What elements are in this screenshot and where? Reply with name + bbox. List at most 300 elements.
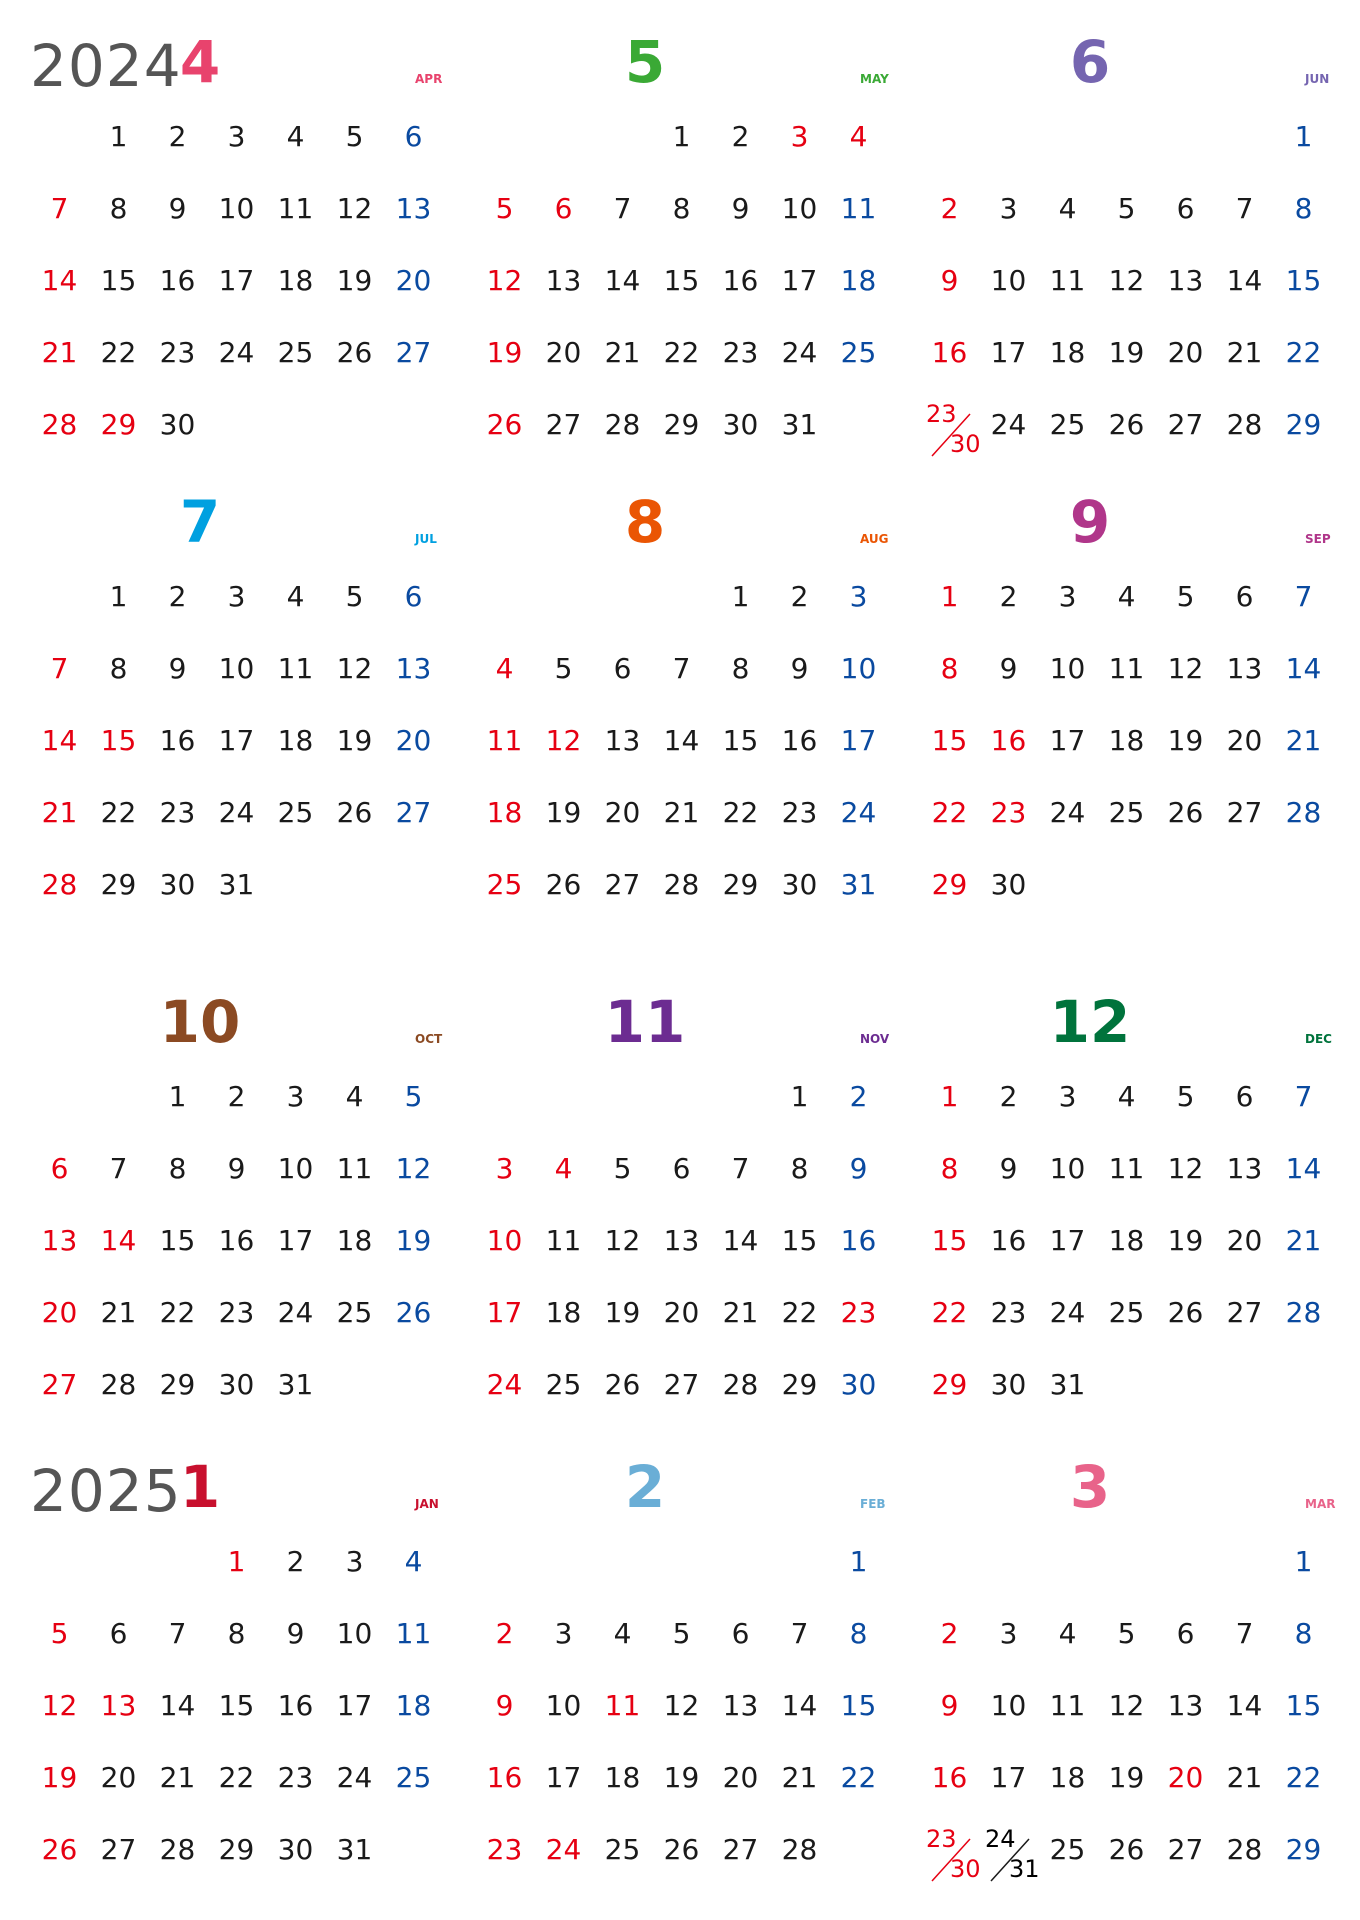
day-cell: 30 [781, 868, 818, 901]
day-cell: 2 [940, 1617, 959, 1650]
day-cell: 15 [218, 1689, 255, 1722]
day-cell: 28 [663, 868, 700, 901]
day-cell: 10 [990, 1689, 1027, 1722]
day-cell: 29 [100, 408, 137, 441]
day-cell: 25 [277, 796, 314, 829]
day-cell: 14 [41, 264, 78, 297]
day-cell: 9 [849, 1152, 868, 1185]
day-cell: 28 [604, 408, 641, 441]
combined-day-cell: 23 30 [920, 1833, 979, 1893]
day-cell: 21 [1285, 724, 1322, 757]
day-cell: 3 [554, 1617, 573, 1650]
month-abbreviation: NOV [860, 1032, 890, 1046]
day-cell: 20 [722, 1761, 759, 1794]
day-cell: 12 [395, 1152, 432, 1185]
day-cell: 1 [168, 1080, 187, 1113]
day-cell: 3 [999, 192, 1018, 225]
day-cell: 16 [931, 1761, 968, 1794]
day-cell: 3 [286, 1080, 305, 1113]
day-cell: 15 [100, 724, 137, 757]
day-cell: 17 [277, 1224, 314, 1257]
day-cell: 12 [1167, 652, 1204, 685]
day-cell: 3 [495, 1152, 514, 1185]
day-cell: 26 [604, 1368, 641, 1401]
day-cell: 28 [781, 1833, 818, 1866]
day-cell: 7 [672, 652, 691, 685]
day-cell: 19 [395, 1224, 432, 1257]
day-cell: 28 [41, 868, 78, 901]
day-cell: 6 [1235, 580, 1254, 613]
day-cell: 13 [395, 192, 432, 225]
day-cell: 25 [1108, 1296, 1145, 1329]
day-cell: 19 [486, 336, 523, 369]
month-abbreviation: JUL [415, 532, 437, 546]
day-cell: 7 [168, 1617, 187, 1650]
day-cell: 24 [218, 796, 255, 829]
month-number: 4 [179, 28, 221, 96]
day-cell: 8 [1294, 1617, 1313, 1650]
day-cell: 30 [990, 1368, 1027, 1401]
day-cell: 22 [100, 336, 137, 369]
day-cell: 12 [486, 264, 523, 297]
day-cell: 28 [159, 1833, 196, 1866]
day-cell: 4 [286, 580, 305, 613]
day-cell: 3 [1058, 580, 1077, 613]
day-cell: 11 [336, 1152, 373, 1185]
day-cell: 6 [1176, 1617, 1195, 1650]
day-cell: 25 [486, 868, 523, 901]
day-cell: 8 [731, 652, 750, 685]
day-cell: 20 [1226, 724, 1263, 757]
day-cell: 3 [227, 580, 246, 613]
day-cell: 19 [663, 1761, 700, 1794]
day-cell: 4 [1058, 1617, 1077, 1650]
day-cell: 17 [336, 1689, 373, 1722]
day-cell: 11 [604, 1689, 641, 1722]
day-cell: 25 [395, 1761, 432, 1794]
day-cell: 30 [159, 868, 196, 901]
day-cell: 26 [1108, 408, 1145, 441]
day-cell: 9 [495, 1689, 514, 1722]
day-cell: 5 [50, 1617, 69, 1650]
day-cell: 26 [1167, 1296, 1204, 1329]
day-cell: 18 [1049, 1761, 1086, 1794]
day-cell: 2 [168, 120, 187, 153]
day-cell: 9 [168, 652, 187, 685]
month-abbreviation: FEB [860, 1497, 886, 1511]
day-cell: 4 [849, 120, 868, 153]
day-cell: 13 [545, 264, 582, 297]
day-cell: 15 [1285, 1689, 1322, 1722]
day-cell: 22 [663, 336, 700, 369]
day-cell: 26 [395, 1296, 432, 1329]
day-cell: 23 [840, 1296, 877, 1329]
day-cell: 3 [999, 1617, 1018, 1650]
day-cell: 10 [336, 1617, 373, 1650]
day-cell: 27 [395, 796, 432, 829]
day-cell: 2 [286, 1545, 305, 1578]
day-cell: 12 [1108, 264, 1145, 297]
day-cell: 12 [1167, 1152, 1204, 1185]
day-cell: 28 [100, 1368, 137, 1401]
day-cell: 25 [840, 336, 877, 369]
day-cell: 15 [100, 264, 137, 297]
day-cell: 14 [722, 1224, 759, 1257]
day-cell: 2 [849, 1080, 868, 1113]
day-cell: 15 [931, 724, 968, 757]
day-cell: 11 [486, 724, 523, 757]
day-cell: 14 [1226, 264, 1263, 297]
day-cell: 18 [277, 264, 314, 297]
day-cell: 16 [781, 724, 818, 757]
day-cell: 29 [931, 1368, 968, 1401]
day-cell: 23 [990, 796, 1027, 829]
day-cell: 21 [159, 1761, 196, 1794]
day-cell: 16 [990, 1224, 1027, 1257]
day-cell: 14 [781, 1689, 818, 1722]
day-cell: 17 [486, 1296, 523, 1329]
day-cell: 8 [109, 192, 128, 225]
day-cell: 1 [731, 580, 750, 613]
day-cell: 21 [1226, 336, 1263, 369]
day-cell: 29 [1285, 408, 1322, 441]
day-cell: 14 [663, 724, 700, 757]
month-number: 11 [604, 988, 686, 1056]
day-cell: 3 [227, 120, 246, 153]
day-cell: 10 [218, 192, 255, 225]
day-cell: 20 [41, 1296, 78, 1329]
day-cell: 8 [227, 1617, 246, 1650]
day-cell: 20 [395, 724, 432, 757]
day-cell: 26 [663, 1833, 700, 1866]
day-cell: 1 [790, 1080, 809, 1113]
day-cell: 28 [41, 408, 78, 441]
year-label: 2025 [30, 1457, 182, 1525]
day-cell: 12 [545, 724, 582, 757]
day-cell: 4 [495, 652, 514, 685]
day-cell: 15 [159, 1224, 196, 1257]
day-cell: 9 [940, 1689, 959, 1722]
day-cell: 21 [604, 336, 641, 369]
day-cell: 22 [1285, 1761, 1322, 1794]
day-cell: 11 [1049, 264, 1086, 297]
day-cell: 25 [545, 1368, 582, 1401]
day-cell: 23 [990, 1296, 1027, 1329]
day-cell: 19 [1167, 724, 1204, 757]
month-number: 12 [1049, 988, 1131, 1056]
day-cell: 6 [404, 120, 423, 153]
day-cell: 18 [336, 1224, 373, 1257]
day-cell: 9 [168, 192, 187, 225]
day-cell: 2 [227, 1080, 246, 1113]
day-cell: 15 [931, 1224, 968, 1257]
day-cell: 4 [345, 1080, 364, 1113]
day-cell: 13 [1226, 652, 1263, 685]
day-cell: 16 [277, 1689, 314, 1722]
day-cell: 13 [604, 724, 641, 757]
day-cell: 8 [168, 1152, 187, 1185]
day-cell: 24 [486, 1368, 523, 1401]
day-cell: 7 [1294, 1080, 1313, 1113]
day-cell: 11 [277, 652, 314, 685]
day-cell: 20 [100, 1761, 137, 1794]
day-cell: 29 [931, 868, 968, 901]
day-cell: 2 [495, 1617, 514, 1650]
day-cell: 4 [554, 1152, 573, 1185]
day-cell: 16 [159, 264, 196, 297]
day-cell: 29 [781, 1368, 818, 1401]
day-cell: 25 [1049, 408, 1086, 441]
day-cell: 28 [722, 1368, 759, 1401]
day-cell: 31 [1049, 1368, 1086, 1401]
day-cell: 4 [613, 1617, 632, 1650]
day-cell: 9 [790, 652, 809, 685]
day-cell: 2 [731, 120, 750, 153]
month-abbreviation: AUG [860, 532, 889, 546]
day-cell: 17 [840, 724, 877, 757]
day-cell: 27 [41, 1368, 78, 1401]
day-cell: 3 [849, 580, 868, 613]
day-cell: 14 [41, 724, 78, 757]
day-cell: 27 [545, 408, 582, 441]
day-cell: 12 [336, 192, 373, 225]
day-cell: 6 [554, 192, 573, 225]
day-cell: 7 [1235, 192, 1254, 225]
day-cell: 10 [781, 192, 818, 225]
day-cell: 22 [218, 1761, 255, 1794]
day-cell: 24 [218, 336, 255, 369]
day-cell: 24 [277, 1296, 314, 1329]
day-cell: 7 [109, 1152, 128, 1185]
day-cell: 17 [990, 1761, 1027, 1794]
day-cell: 10 [218, 652, 255, 685]
day-cell: 17 [1049, 1224, 1086, 1257]
day-cell: 18 [395, 1689, 432, 1722]
day-cell: 18 [604, 1761, 641, 1794]
day-cell: 7 [613, 192, 632, 225]
day-cell: 27 [604, 868, 641, 901]
day-cell: 9 [999, 652, 1018, 685]
month-abbreviation: SEP [1305, 532, 1331, 546]
day-cell: 18 [545, 1296, 582, 1329]
day-cell: 14 [604, 264, 641, 297]
day-cell: 10 [990, 264, 1027, 297]
day-cell: 10 [277, 1152, 314, 1185]
day-cell: 18 [840, 264, 877, 297]
day-cell: 15 [722, 724, 759, 757]
day-cell: 1 [109, 580, 128, 613]
day-cell: 11 [1108, 1152, 1145, 1185]
day-cell: 23 [277, 1761, 314, 1794]
month-abbreviation: MAY [860, 72, 889, 86]
day-cell: 30 [277, 1833, 314, 1866]
day-cell: 20 [395, 264, 432, 297]
day-cell: 21 [1226, 1761, 1263, 1794]
day-cell: 22 [100, 796, 137, 829]
day-cell: 14 [159, 1689, 196, 1722]
day-cell: 13 [100, 1689, 137, 1722]
month-number: 5 [624, 28, 666, 96]
day-cell: 1 [940, 1080, 959, 1113]
day-cell: 14 [1285, 1152, 1322, 1185]
day-cell: 28 [1285, 1296, 1322, 1329]
day-cell: 21 [41, 336, 78, 369]
day-cell: 31 [218, 868, 255, 901]
day-cell: 2 [999, 1080, 1018, 1113]
day-cell: 5 [345, 580, 364, 613]
day-cell: 5 [672, 1617, 691, 1650]
day-cell: 7 [1294, 580, 1313, 613]
day-cell: 24 [1049, 1296, 1086, 1329]
day-cell: 7 [1235, 1617, 1254, 1650]
day-cell: 29 [100, 868, 137, 901]
day-cell: 26 [1167, 796, 1204, 829]
day-cell: 13 [41, 1224, 78, 1257]
day-cell: 17 [218, 724, 255, 757]
day-cell: 17 [990, 336, 1027, 369]
day-cell: 12 [663, 1689, 700, 1722]
day-cell: 11 [545, 1224, 582, 1257]
day-cell: 4 [286, 120, 305, 153]
day-cell: 4 [1058, 192, 1077, 225]
day-cell: 4 [1117, 580, 1136, 613]
day-cell: 2 [790, 580, 809, 613]
day-cell: 1 [109, 120, 128, 153]
day-cell: 20 [1167, 1761, 1204, 1794]
day-cell: 27 [722, 1833, 759, 1866]
day-cell: 12 [1108, 1689, 1145, 1722]
day-cell: 29 [159, 1368, 196, 1401]
month-number: 2 [624, 1453, 666, 1521]
day-cell: 13 [395, 652, 432, 685]
day-cell: 15 [1285, 264, 1322, 297]
day-cell: 27 [100, 1833, 137, 1866]
day-cell: 15 [781, 1224, 818, 1257]
day-cell: 4 [404, 1545, 423, 1578]
day-cell: 25 [336, 1296, 373, 1329]
day-cell: 31 [781, 408, 818, 441]
day-cell: 21 [722, 1296, 759, 1329]
day-cell: 25 [1108, 796, 1145, 829]
day-cell: 24 [781, 336, 818, 369]
day-cell: 7 [50, 192, 69, 225]
day-cell: 21 [41, 796, 78, 829]
day-cell: 5 [613, 1152, 632, 1185]
day-cell: 5 [404, 1080, 423, 1113]
day-cell: 29 [1285, 1833, 1322, 1866]
month-abbreviation: OCT [415, 1032, 443, 1046]
day-cell: 19 [1108, 336, 1145, 369]
day-cell: 6 [613, 652, 632, 685]
day-cell: 26 [486, 408, 523, 441]
day-cell: 11 [277, 192, 314, 225]
day-cell: 11 [1049, 1689, 1086, 1722]
day-cell: 8 [849, 1617, 868, 1650]
day-cell: 22 [722, 796, 759, 829]
day-cell: 27 [1167, 1833, 1204, 1866]
month-number: 7 [179, 488, 221, 556]
day-cell: 8 [940, 652, 959, 685]
day-cell: 28 [1226, 408, 1263, 441]
day-cell: 16 [840, 1224, 877, 1257]
day-cell: 8 [672, 192, 691, 225]
day-cell: 16 [218, 1224, 255, 1257]
day-cell: 17 [781, 264, 818, 297]
day-cell: 27 [1226, 1296, 1263, 1329]
day-cell: 18 [1108, 724, 1145, 757]
day-cell: 1 [227, 1545, 246, 1578]
day-cell: 27 [663, 1368, 700, 1401]
day-cell: 22 [1285, 336, 1322, 369]
day-cell: 29 [663, 408, 700, 441]
day-cell: 20 [1167, 336, 1204, 369]
day-cell: 11 [840, 192, 877, 225]
day-cell: 1 [1294, 120, 1313, 153]
day-cell: 16 [486, 1761, 523, 1794]
day-cell: 18 [277, 724, 314, 757]
day-cell: 22 [840, 1761, 877, 1794]
day-cell: 14 [1285, 652, 1322, 685]
day-cell: 6 [50, 1152, 69, 1185]
day-cell: 23 [159, 336, 196, 369]
day-cell: 10 [486, 1224, 523, 1257]
day-cell: 24 [990, 408, 1027, 441]
day-cell: 7 [731, 1152, 750, 1185]
day-cell: 4 [1117, 1080, 1136, 1113]
day-cell: 19 [336, 724, 373, 757]
day-cell: 5 [1117, 192, 1136, 225]
day-cell: 28 [1226, 1833, 1263, 1866]
month-number: 10 [159, 988, 241, 1056]
day-cell: 1 [849, 1545, 868, 1578]
day-cell: 25 [604, 1833, 641, 1866]
day-cell: 3 [345, 1545, 364, 1578]
day-cell: 22 [931, 1296, 968, 1329]
day-cell: 22 [931, 796, 968, 829]
month-abbreviation: APR [415, 72, 443, 86]
day-cell: 29 [218, 1833, 255, 1866]
day-cell: 15 [663, 264, 700, 297]
day-cell: 13 [1167, 264, 1204, 297]
day-cell: 12 [41, 1689, 78, 1722]
day-cell: 14 [100, 1224, 137, 1257]
day-cell: 2 [999, 580, 1018, 613]
day-cell: 26 [545, 868, 582, 901]
day-cell: 26 [336, 796, 373, 829]
day-cell: 19 [1167, 1224, 1204, 1257]
day-cell: 10 [840, 652, 877, 685]
day-cell: 15 [840, 1689, 877, 1722]
day-cell: 3 [1058, 1080, 1077, 1113]
day-cell: 30 [840, 1368, 877, 1401]
day-cell: 29 [722, 868, 759, 901]
day-cell: 20 [545, 336, 582, 369]
day-cell: 28 [1285, 796, 1322, 829]
month-abbreviation: DEC [1305, 1032, 1332, 1046]
day-cell: 24 [840, 796, 877, 829]
day-cell: 25 [277, 336, 314, 369]
month-number: 6 [1069, 28, 1111, 96]
day-cell: 10 [1049, 1152, 1086, 1185]
day-cell: 14 [1226, 1689, 1263, 1722]
day-cell: 6 [731, 1617, 750, 1650]
day-cell: 16 [931, 336, 968, 369]
day-cell: 11 [395, 1617, 432, 1650]
month-number: 3 [1069, 1453, 1111, 1521]
day-cell: 5 [345, 120, 364, 153]
day-cell: 21 [781, 1761, 818, 1794]
day-cell: 5 [1176, 1080, 1195, 1113]
